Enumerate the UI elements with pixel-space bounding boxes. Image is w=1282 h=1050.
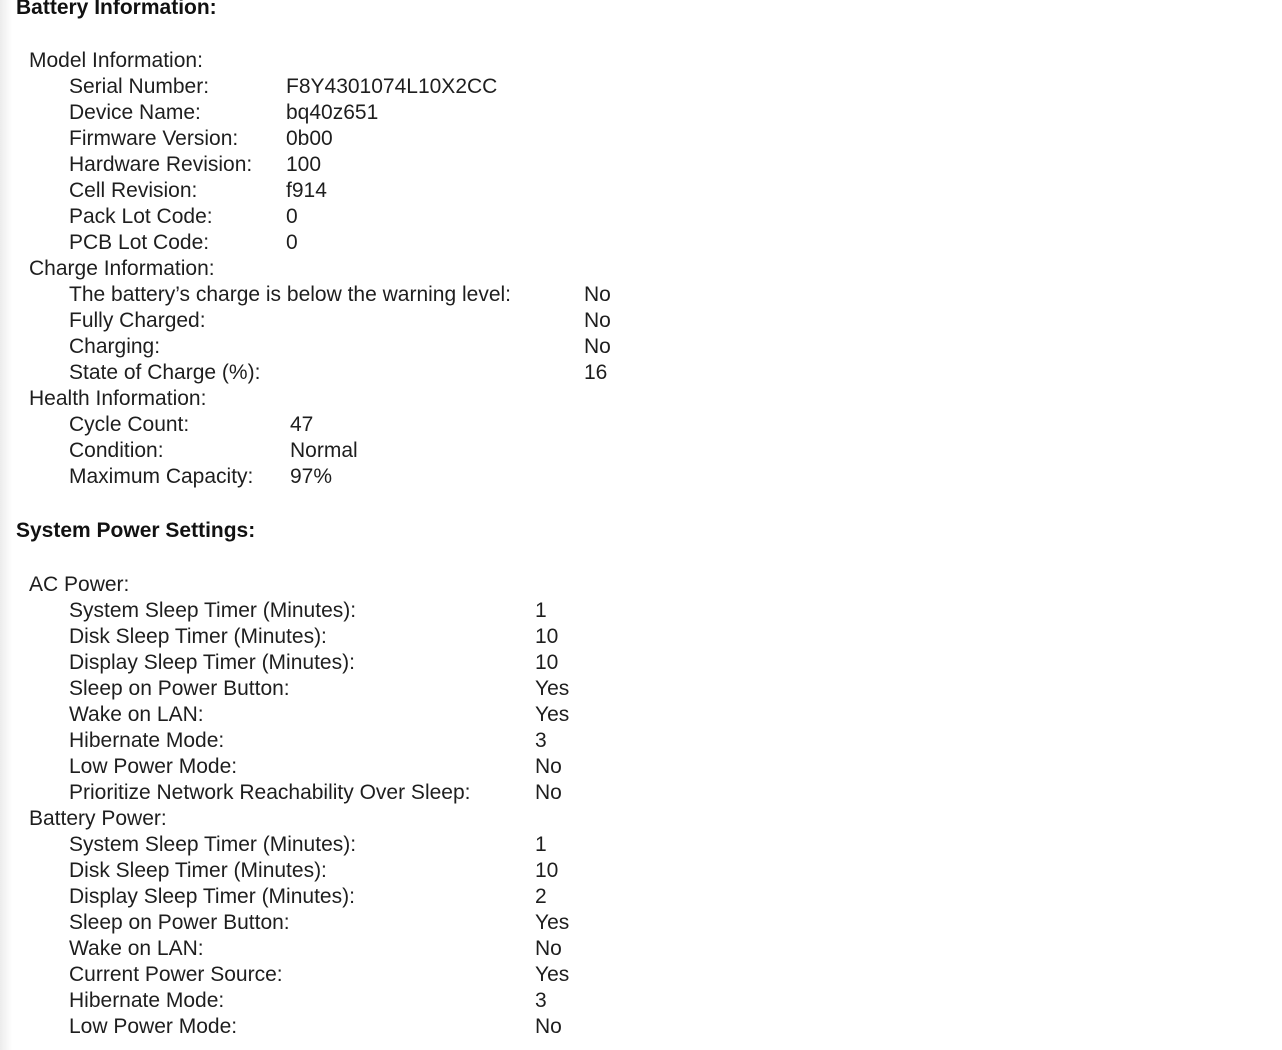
row-value: 1 [535, 599, 547, 622]
row-label: Device Name: [69, 101, 201, 124]
row-label: Low Power Mode: [69, 755, 238, 778]
row-value: No [535, 937, 562, 960]
row-label: Wake on LAN: [69, 703, 204, 726]
row-value: 1 [535, 833, 547, 856]
battery-power-title: Battery Power: [29, 807, 167, 830]
row-label: Pack Lot Code: [69, 205, 213, 228]
row-label: Hardware Revision: [69, 153, 253, 176]
row-label: Sleep on Power Button: [69, 911, 290, 934]
row-label: Disk Sleep Timer (Minutes): [69, 859, 327, 882]
row-label: Display Sleep Timer (Minutes): [69, 885, 355, 908]
row-value: f914 [286, 179, 327, 202]
row-label: PCB Lot Code: [69, 231, 210, 254]
row-value: 3 [535, 989, 547, 1012]
row-label: Fully Charged: [69, 309, 206, 332]
row-value: F8Y4301074L10X2CC [286, 75, 498, 98]
row-label: System Sleep Timer (Minutes): [69, 833, 357, 856]
row-value: 0b00 [286, 127, 333, 150]
row-value: 2 [535, 885, 547, 908]
battery-information-heading: Battery Information: [16, 0, 217, 19]
row-label: Serial Number: [69, 75, 210, 98]
row-value: No [584, 283, 611, 306]
row-label: Cell Revision: [69, 179, 198, 202]
row-label: Display Sleep Timer (Minutes): [69, 651, 355, 674]
row-label: Firmware Version: [69, 127, 239, 150]
row-value: 100 [286, 153, 322, 176]
row-value: No [584, 309, 611, 332]
row-value: Yes [535, 911, 570, 934]
row-value: 10 [535, 625, 559, 648]
row-value: Yes [535, 963, 570, 986]
row-value: Yes [535, 703, 570, 726]
row-label: Low Power Mode: [69, 1015, 238, 1038]
row-label: Charging: [69, 335, 161, 358]
row-value: 16 [584, 361, 608, 384]
model-information-title: Model Information: [29, 49, 203, 72]
row-label: Disk Sleep Timer (Minutes): [69, 625, 327, 648]
row-value: No [535, 781, 562, 804]
row-label: Sleep on Power Button: [69, 677, 290, 700]
row-value: 0 [286, 205, 298, 228]
row-value: 10 [535, 651, 559, 674]
row-value: bq40z651 [286, 101, 379, 124]
row-label: Current Power Source: [69, 963, 283, 986]
row-label: Wake on LAN: [69, 937, 204, 960]
row-label: Hibernate Mode: [69, 729, 225, 752]
row-label: Maximum Capacity: [69, 465, 254, 488]
row-value: No [535, 1015, 562, 1038]
row-value: 97% [290, 465, 333, 488]
row-value: No [535, 755, 562, 778]
system-power-settings-heading: System Power Settings: [16, 519, 256, 542]
row-label: System Sleep Timer (Minutes): [69, 599, 357, 622]
window-left-edge [0, 0, 12, 1050]
row-label: The battery’s charge is below the warning level: [69, 283, 512, 306]
row-label: Prioritize Network Reachability Over Sleep: [69, 781, 471, 804]
row-value: Yes [535, 677, 570, 700]
row-label: Hibernate Mode: [69, 989, 225, 1012]
row-value: No [584, 335, 611, 358]
health-information-title: Health Information: [29, 387, 207, 410]
row-label: State of Charge (%): [69, 361, 261, 384]
row-value: 47 [290, 413, 314, 436]
ac-power-title: AC Power: [29, 573, 130, 596]
row-value: 0 [286, 231, 298, 254]
row-label: Cycle Count: [69, 413, 190, 436]
row-label: Condition: [69, 439, 164, 462]
row-value: 10 [535, 859, 559, 882]
row-value: 3 [535, 729, 547, 752]
row-value: Normal [290, 439, 358, 462]
charge-information-title: Charge Information: [29, 257, 215, 280]
